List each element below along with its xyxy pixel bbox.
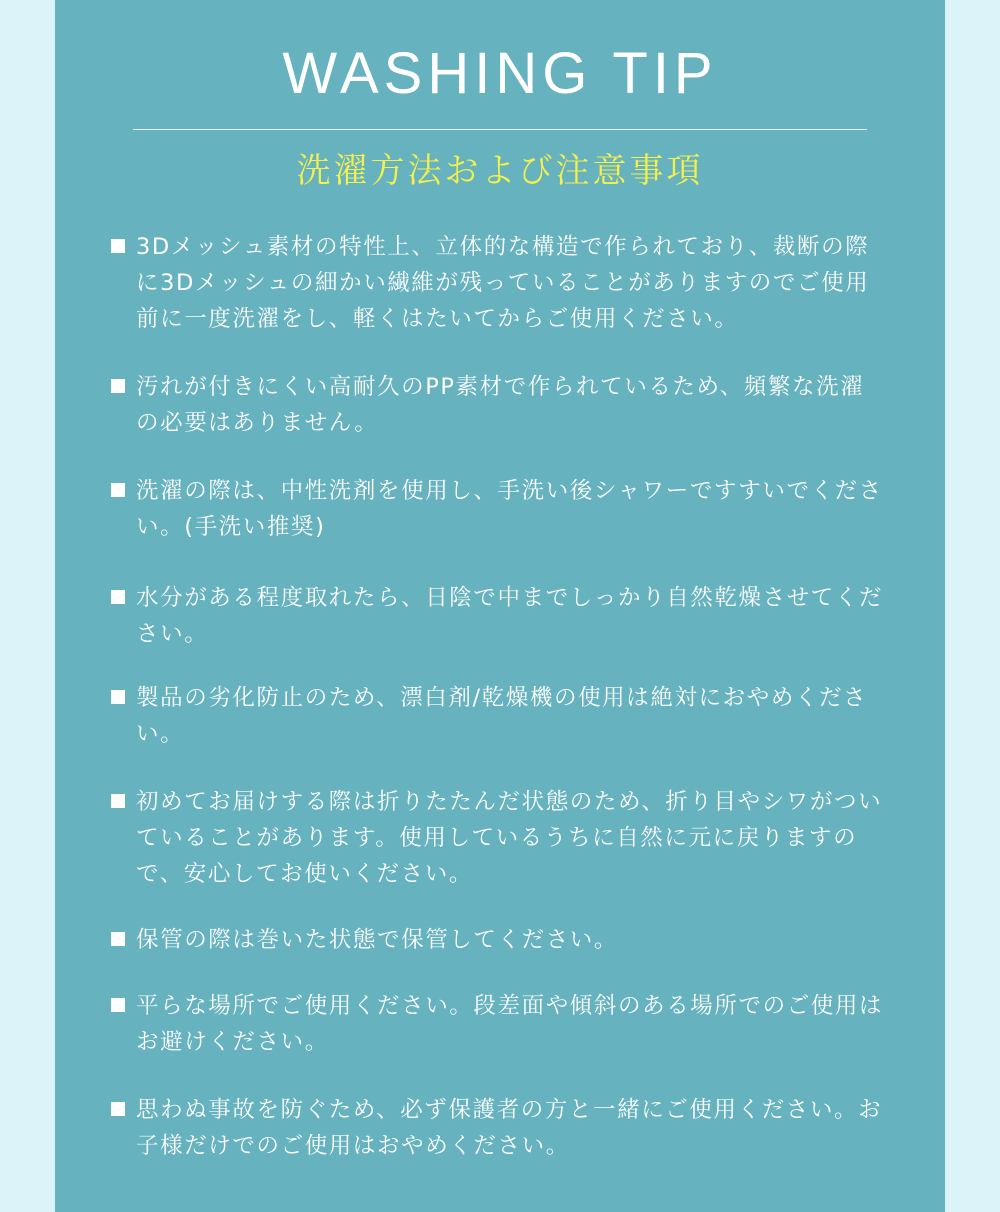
list-item [108,473,888,545]
square-bullet-icon [111,690,125,704]
square-bullet-icon [111,483,125,497]
list-item-text: 3Dメッシュ素材の特性上、立体的な構造で作られており、裁断の際に3Dメッシュの細かい繊維が残っていることがありますのでご使用前に一度洗濯をし、軽くはたいてからご使用ください。 [136,234,870,332]
page-title: WASHING TIP [282,41,718,106]
list-item-text: 製品の劣化防止のため、漂白剤/乾燥機の使用は絶対におやめください。 [136,685,868,747]
square-bullet-icon [111,239,125,253]
list-item-text: 思わぬ事故を防ぐため、必ず保護者の方と一緒にご使用ください。お子様だけでのご使用はおやめください。 [136,1097,883,1159]
list-item [108,1092,888,1164]
list-item [108,922,888,958]
list-item [108,680,888,752]
square-bullet-icon [111,998,125,1012]
square-bullet-icon [111,379,125,393]
page-subtitle: 洗濯方法および注意事項 [296,151,704,191]
square-bullet-icon [111,794,125,808]
square-bullet-icon [111,590,125,604]
list-item-text: 汚れが付きにくい高耐久のPP素材で作られているため、頻繁な洗濯の必要はありません。 [136,374,865,436]
list-item [108,988,888,1060]
list-item [108,369,888,441]
list-item [108,580,888,652]
tips-list [55,0,945,1212]
list-item [108,229,888,337]
list-item [108,784,888,892]
list-item-text: 水分がある程度取れたら、日陰で中までしっかり自然乾燥させてください。 [136,585,884,647]
washing-tip-panel [55,0,945,1212]
square-bullet-icon [111,1102,125,1116]
list-item-text: 初めてお届けする際は折りたたんだ状態のため、折り目やシワがついていることがあります。使用しているうちに自然に元に戻りますので、安心してお使いください。 [136,789,883,887]
list-item-text: 保管の際は巻いた状態で保管してください。 [136,927,619,953]
list-item-text: 洗濯の際は、中性洗剤を使用し、手洗い後シャワーですすいでください。(手洗い推奨) [136,478,883,540]
list-item-text: 平らな場所でご使用ください。段差面や傾斜のある場所でのご使用はお避けください。 [136,993,884,1055]
square-bullet-icon [111,932,125,946]
